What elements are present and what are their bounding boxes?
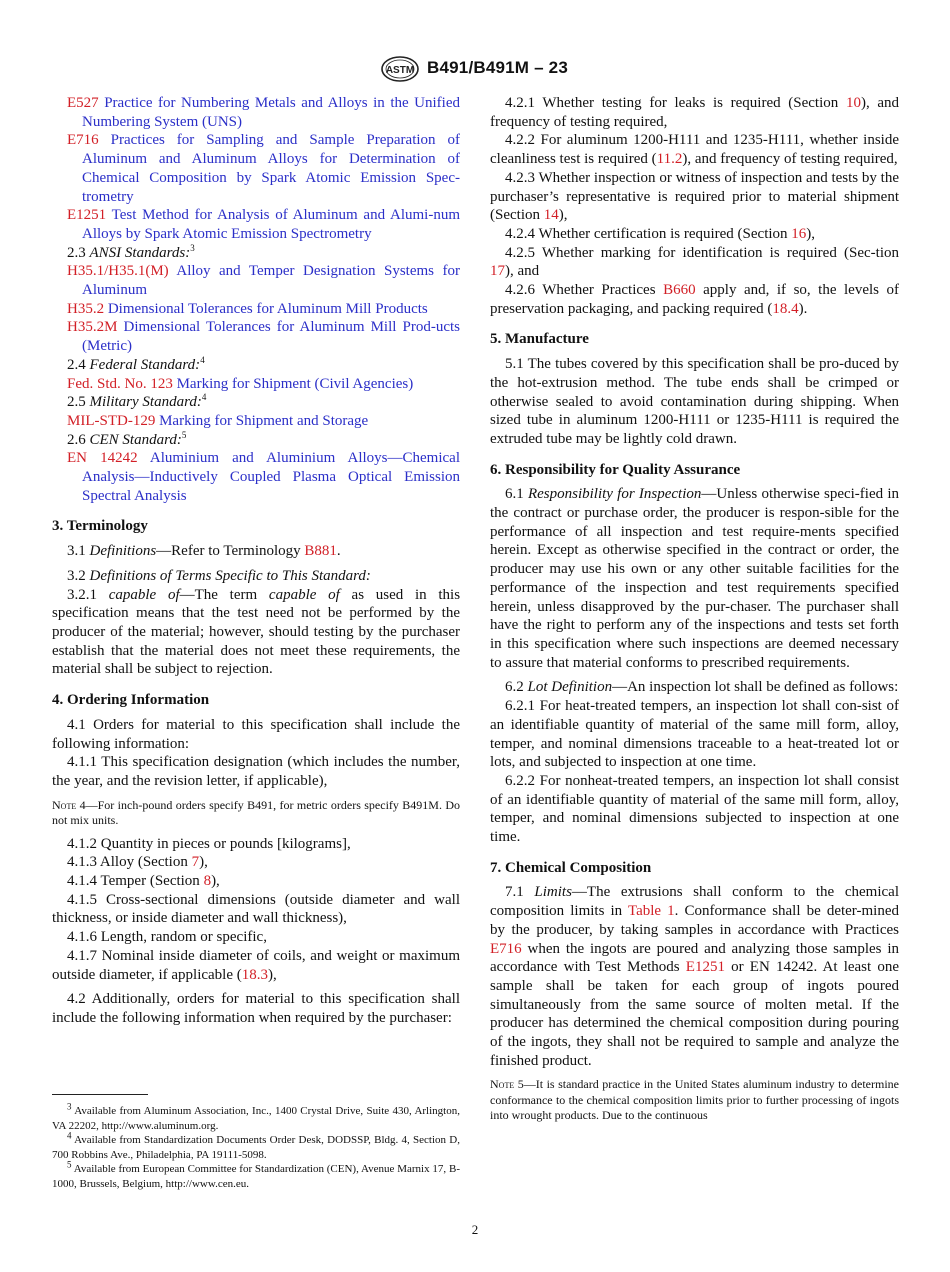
paragraph: 4.1.4 Temper (Section 8),: [67, 873, 220, 890]
ref-code[interactable]: E716: [67, 132, 99, 149]
reference-item: [52, 300, 460, 319]
cross-ref-link[interactable]: 7: [191, 854, 200, 871]
ref-title[interactable]: Alloy and Temper Designation Systems for Aluminum: [82, 263, 460, 299]
page-header: [0, 56, 950, 84]
ref-code[interactable]: E527: [67, 95, 99, 111]
reference-item: [52, 449, 460, 505]
cross-ref-link[interactable]: 8: [203, 873, 212, 890]
paragraph: 4.2.5 Whether marking for identification is required (Sec-tion 17), and: [490, 244, 899, 280]
paragraph: 4.1.7 Nominal inside diameter of coils, and weight or maximum outside diameter, if applicable (18.3),: [52, 947, 460, 983]
paragraph: 4.2.3 Whether inspection or witness of inspection and tests by the purchaser’s representative is required prior to material shipment (Section 14),: [490, 169, 899, 224]
reference-list-a: [52, 94, 460, 244]
reference-item: [52, 375, 460, 394]
paragraph: 6.2.2 For nonheat-treated tempers, an inspection lot shall consist of an identifiable quantity of material of the same mill form, alloy, temper, and nominal dimensions subjected to inspection at one time.: [490, 772, 899, 846]
paragraph: 4.1.6 Length, random or specific,: [67, 929, 267, 946]
paragraph: 4.2.4 Whether certification is required (Section 16),: [505, 225, 816, 242]
paragraph: 4.1.3 Alloy (Section 7),: [67, 854, 208, 871]
cross-ref-link[interactable]: 17: [490, 263, 505, 280]
paragraph: 3.1 Definitions—Refer to Terminology B881.: [67, 543, 341, 560]
ref-title[interactable]: Test Method for Analysis of Aluminum and Alumi-num Alloys by Spark Atomic Emission Spectrometry: [82, 207, 460, 242]
paragraph: 4.1.1 This specification designation (which includes the number, the year, and the revision letter, if applicable),: [52, 754, 460, 789]
footnote-divider: [52, 1094, 148, 1095]
reference-item: [52, 262, 460, 299]
ref-title[interactable]: Aluminium and Aluminium Alloys—Chemical Analysis—Inductively Coupled Plasma Optical Emission Spectral Analysis: [82, 450, 460, 504]
standard-designation: B491/B491M – 23: [427, 58, 568, 77]
reference-list-b: [52, 262, 460, 356]
paragraph: 4.2.1 Whether testing for leaks is required (Section 10), and frequency of testing required,: [490, 95, 900, 130]
ref-code[interactable]: H35.2: [67, 300, 105, 317]
footnote: $^5$ Available from European Committee for Standardization (CEN), Avenue Marnix 17, B-1000, Brussels, Belgium, http://www.cen.eu.: [52, 1159, 460, 1190]
cross-ref-link[interactable]: 14: [543, 207, 559, 224]
paragraph: 4.2 Additionally, orders for material to this specification shall include the following information when required by the purchaser:: [52, 991, 460, 1026]
reference-item: [52, 131, 460, 206]
footnote: $^3$ Available from Aluminum Association, Inc., 1400 Crystal Drive, Suite 430, Arlington, VA 22202, http://www.aluminum.org.: [52, 1101, 460, 1132]
ref-code[interactable]: H35.1/H35.1(M): [67, 263, 169, 280]
note: Note 5—It is standard practice in the United States aluminum industry to determine conformance to the chemical composition limits prior to further processing of ingots into wrought products. Due to the continuous: [490, 1077, 899, 1123]
note-label: Note 4: [52, 797, 86, 812]
cross-ref-link[interactable]: 16: [791, 225, 807, 242]
cross-ref-link[interactable]: 18.3: [241, 966, 268, 983]
section-heading: 4. Ordering Information: [52, 692, 210, 709]
ref-title[interactable]: Dimensional Tolerances for Aluminum Mill Products: [107, 300, 428, 317]
reference-item: [52, 412, 460, 431]
reference-item: [52, 94, 460, 131]
section-heading: 5. Manufacture: [490, 331, 589, 348]
paragraph: 4.1.5 Cross-sectional dimensions (outside diameter and wall thickness, or inside diameter and wall thickness),: [52, 891, 460, 927]
cross-ref-link[interactable]: Table 1: [627, 903, 675, 920]
ref-title[interactable]: Marking for Shipment (Civil Agencies): [176, 375, 414, 392]
ref-code[interactable]: EN 14242: [67, 450, 138, 467]
section-heading: 6. Responsibility for Quality Assurance: [490, 461, 741, 478]
paragraph: 6.2 Lot Definition—An inspection lot shall be defined as follows:: [505, 679, 899, 696]
paragraph: 6.2.1 For heat-treated tempers, an inspection lot shall con-sist of an identifiable quantity of material of the same mill form, alloy, temper, and nominal dimensions traceable to a heat-treated lot or lots, and subjected to inspection at one time.: [490, 698, 899, 771]
paragraph: 4.1 Orders for material to this specification shall include the following information:: [52, 716, 460, 752]
section-heading: 3. Terminology: [52, 518, 148, 535]
page-number: 2: [471, 1222, 479, 1237]
subsection-heading: 2.6 CEN Standard:$^5$: [67, 429, 187, 448]
reference-item: [52, 318, 460, 355]
ref-title[interactable]: Practice for Numbering Metals and Alloys in the Unified Numbering System (UNS): [82, 95, 460, 130]
paragraph: 5.1 The tubes covered by this specification shall be pro-duced by the hot-extrusion method. The tube ends shall be crimped or otherwise sealed to avoid contamination during shipping. When sized tube in aluminum 1200-H111 or 1235-H111 is required the extruded tube may be lightly cold drawn.: [490, 356, 899, 447]
paragraph: 6.1 Responsibility for Inspection—Unless otherwise speci-fied in the contract or purchase order, the producer is respon-sible for the performance of all inspection and test require-ments specified herein. Except as otherwise specified in the contract or order, the producer may use his own or any other suitable facilities for the performance of the inspection and test requirements specified herein, unless disapproved by the pur-chaser. The purchaser shall have the right to perform any of the inspections and tests set forth in this specification where such inspections are deemed necessary to assure that material conforms to prescribed requirements.: [490, 486, 899, 671]
astm-logo-icon: [380, 56, 420, 82]
ref-code[interactable]: Fed. Std. No. 123: [67, 375, 173, 392]
paragraph: 4.2.2 For aluminum 1200-H111 and 1235-H111, whether inside cleanliness test is required (11.2), and frequency of testing required,: [490, 132, 899, 168]
cross-ref-link[interactable]: 10: [845, 95, 861, 111]
note: Note 4—For inch-pound orders specify B491, for metric orders specify B491M. Do not mix units.: [52, 797, 461, 828]
footnotes: [52, 1101, 460, 1192]
ref-title[interactable]: Practices for Sampling and Sample Preparation of Aluminum and Aluminum Alloys for Determination of Chemical Composition by Spark Atomic Emission Spec-trometry: [82, 132, 461, 205]
paragraph: 3.2.1 capable of—The term capable of as used in this specification means that the test need not be performed by the producer of the material; however, should testing by the purchaser establish that the material does not meet these requirements, the material shall be subject to rejection.: [52, 586, 461, 678]
ref-title[interactable]: Dimensional Tolerances for Aluminum Mill Prod-ucts (Metric): [82, 319, 460, 355]
paragraph: 7.1 Limits—The extrusions shall conform to the chemical composition limits in Table 1. Conformance shall be deter-mined by the producer, by taking samples in accordance with Practices E716 when the ingots are poured and analyzing those samples in accordance with Test Methods E1251 or EN 14242. At least one sample shall be taken for each group of ingots poured simultaneously from the same source of molten metal. If the producer has determined the chemical composition during pouring of the ingots, they shall not be required to sample and analyze the finished product.: [490, 884, 900, 1069]
right-column: [490, 94, 899, 1130]
cross-ref-link[interactable]: 18.4: [772, 300, 799, 317]
cross-ref-link[interactable]: 11.2: [656, 151, 683, 168]
note-label: Note 5: [490, 1077, 524, 1092]
cross-ref-link[interactable]: E1251: [685, 959, 725, 976]
paragraph: 4.2.6 Whether Practices B660 apply and, if so, the levels of preservation packaging, and packing required (18.4).: [490, 282, 900, 317]
subsection-heading: 2.4 Federal Standard:$^4$: [67, 354, 205, 373]
reference-item: [52, 206, 460, 243]
ref-code[interactable]: E1251: [67, 207, 107, 224]
left-column: [52, 94, 460, 1028]
footnote: $^4$ Available from Standardization Documents Order Desk, DODSSP, Bldg. 4, Section D, 700 Robbins Ave., Philadelphia, PA 19111-5098.: [52, 1130, 460, 1161]
paragraph: 3.2 Definitions of Terms Specific to This Standard:: [67, 567, 371, 584]
section-heading: 7. Chemical Composition: [490, 859, 652, 876]
svg-text:ASTM: ASTM: [385, 65, 415, 76]
cross-ref-link[interactable]: B660: [663, 282, 696, 299]
ref-code[interactable]: H35.2M: [67, 319, 118, 336]
cross-ref-link[interactable]: E716: [490, 940, 522, 957]
ref-code[interactable]: MIL-STD-129: [67, 412, 156, 429]
subsection-heading: 2.5 Military Standard:$^4$: [67, 392, 207, 411]
cross-ref-link[interactable]: B881: [304, 543, 337, 560]
ref-title[interactable]: Marking for Shipment and Storage: [159, 412, 369, 429]
subsection-heading: 2.3 ANSI Standards:$^3$: [67, 242, 195, 261]
paragraph: 4.1.2 Quantity in pieces or pounds [kilograms],: [67, 835, 351, 852]
